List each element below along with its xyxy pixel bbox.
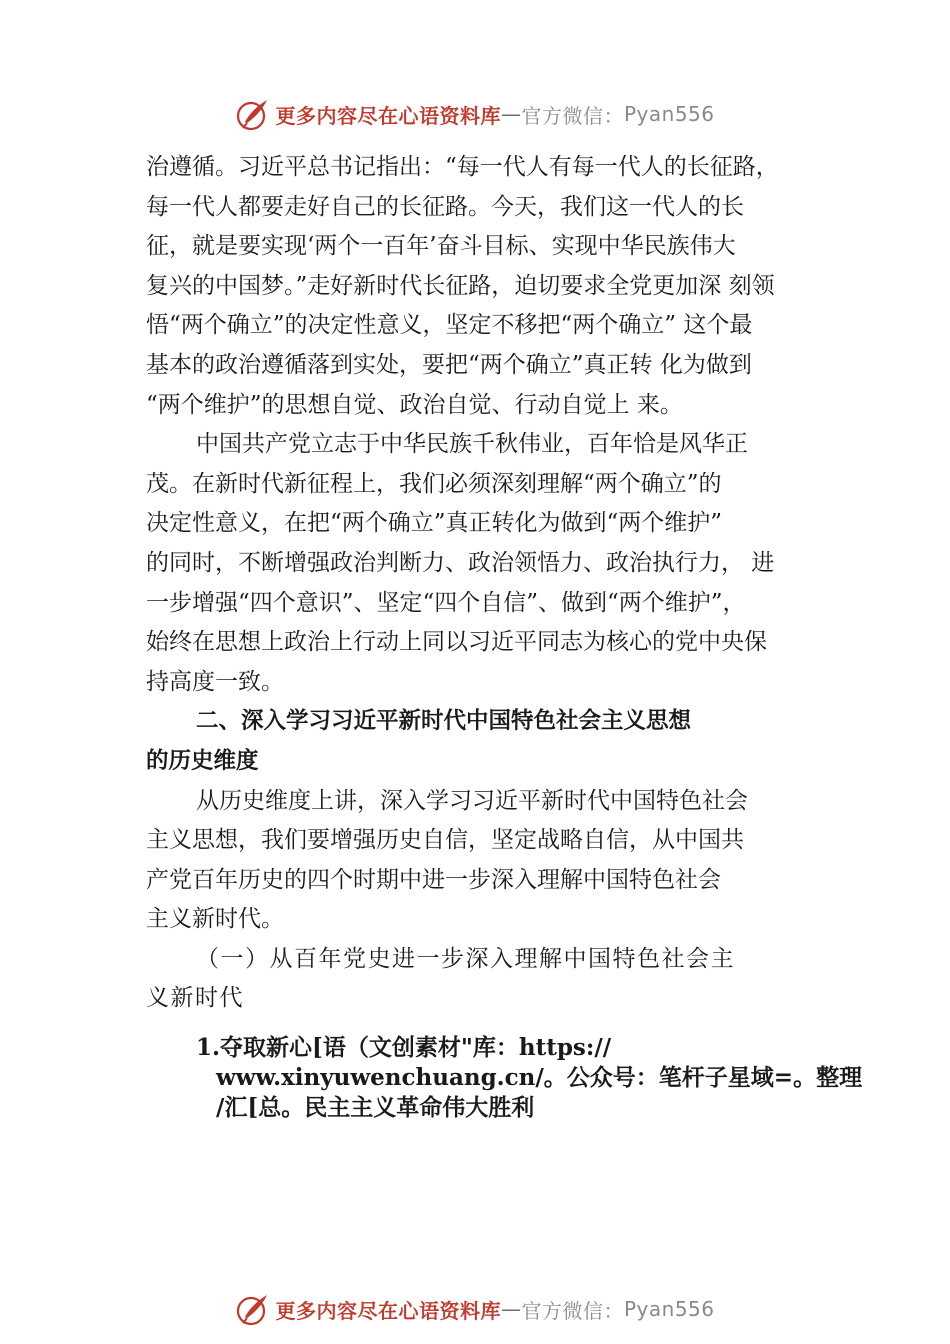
footer-watermark-banner (0, 1289, 950, 1329)
text-line: 中国共产党立志于中华民族千秋伟业，百年恰是风华正 (196, 431, 748, 458)
text-line: 始终在思想上政治上行动上同以习近平同志为核心的党中央保 (146, 629, 767, 656)
text-line: 产党百年历史的四个时期中进一步深入理解中国特色社会 (146, 866, 721, 893)
text-line: 持高度一致。 (146, 668, 284, 695)
text-line: 悟“两个确立”的决定性意义，坚定不移把“两个确立” 这个最 (146, 312, 753, 339)
heading-line: 二、深入学习习近平新时代中国特色社会主义思想 (196, 708, 692, 735)
list-item-line: www.xinyuwenchuang.cn/。公众号：笔杆子星域=。整理 (216, 1064, 863, 1092)
header-watermark-banner (0, 94, 950, 134)
text-line: 一步增强“四个意识”、坚定“四个自信”、做到“两个维护”， (146, 589, 746, 616)
text-line: 征，就是要实现‘两个一百年’奋斗目标、实现中华民族伟大 (146, 233, 736, 260)
text-line: “两个维护”的思想自觉、政治自觉、行动自觉上 来。 (146, 391, 683, 418)
banner-brand-text: 更多内容尽在心语资料库 (275, 1298, 501, 1323)
text-line: 从历史维度上讲，深入学习习近平新时代中国特色社会 (196, 787, 748, 814)
banner-wechat-id: Pyan556 (623, 102, 715, 126)
heading-line: 的历史维度 (146, 747, 259, 774)
text-line: 复兴的中国梦。”走好新时代长征路，迫切要求全党更加深 刻领 (146, 272, 775, 299)
banner-wechat-label: 官方微信： (521, 1298, 624, 1323)
list-item-line: /汇[总。民主主义革命伟大胜利 (216, 1094, 535, 1122)
text-line: 主义新时代。 (146, 906, 284, 933)
banner-brand-text: 更多内容尽在心语资料库 (275, 103, 501, 128)
document-body (146, 148, 863, 1123)
text-line: 治遵循。习近平总书记指出：“每一代人有每一代人的长征路， (146, 154, 779, 180)
banner-dash: — (500, 102, 522, 126)
quill-logo-icon (235, 96, 271, 132)
subheading-line: （一）从百年党史进一步深入理解中国特色社会主 (196, 945, 735, 972)
banner-wechat-id: Pyan556 (623, 1297, 715, 1321)
section-heading (146, 702, 846, 781)
text-line: 基本的政治遵循落到实处，要把“两个确立”真正转 化为做到 (146, 351, 752, 378)
text-line: 的同时，不断增强政治判断力、政治领悟力、政治执行力， 进 (146, 549, 775, 576)
text-line: 主义思想，我们要增强历史自信，坚定战略自信，从中国共 (146, 827, 744, 854)
quill-logo-icon (235, 1291, 271, 1327)
paragraph-1 (146, 148, 846, 425)
paragraph-3 (146, 782, 846, 940)
text-line: 茂。在新时代新征程上，我们必须深刻理解“两个确立”的 (146, 470, 722, 497)
banner-dash: — (500, 1297, 522, 1321)
banner-wechat-label: 官方微信： (521, 103, 624, 128)
text-line: 每一代人都要走好自己的长征路。今天，我们这一代人的长 (146, 193, 744, 220)
subsection-heading (146, 940, 846, 1019)
paragraph-2 (146, 425, 846, 702)
list-item-line: 1.夺取新心[语（文创素材"库：https:// (196, 1034, 612, 1062)
subheading-line: 义新时代 (146, 985, 244, 1012)
list-item-1 (146, 1033, 863, 1123)
text-line: 决定性意义，在把“两个确立”真正转化为做到“两个维护” (146, 510, 723, 537)
